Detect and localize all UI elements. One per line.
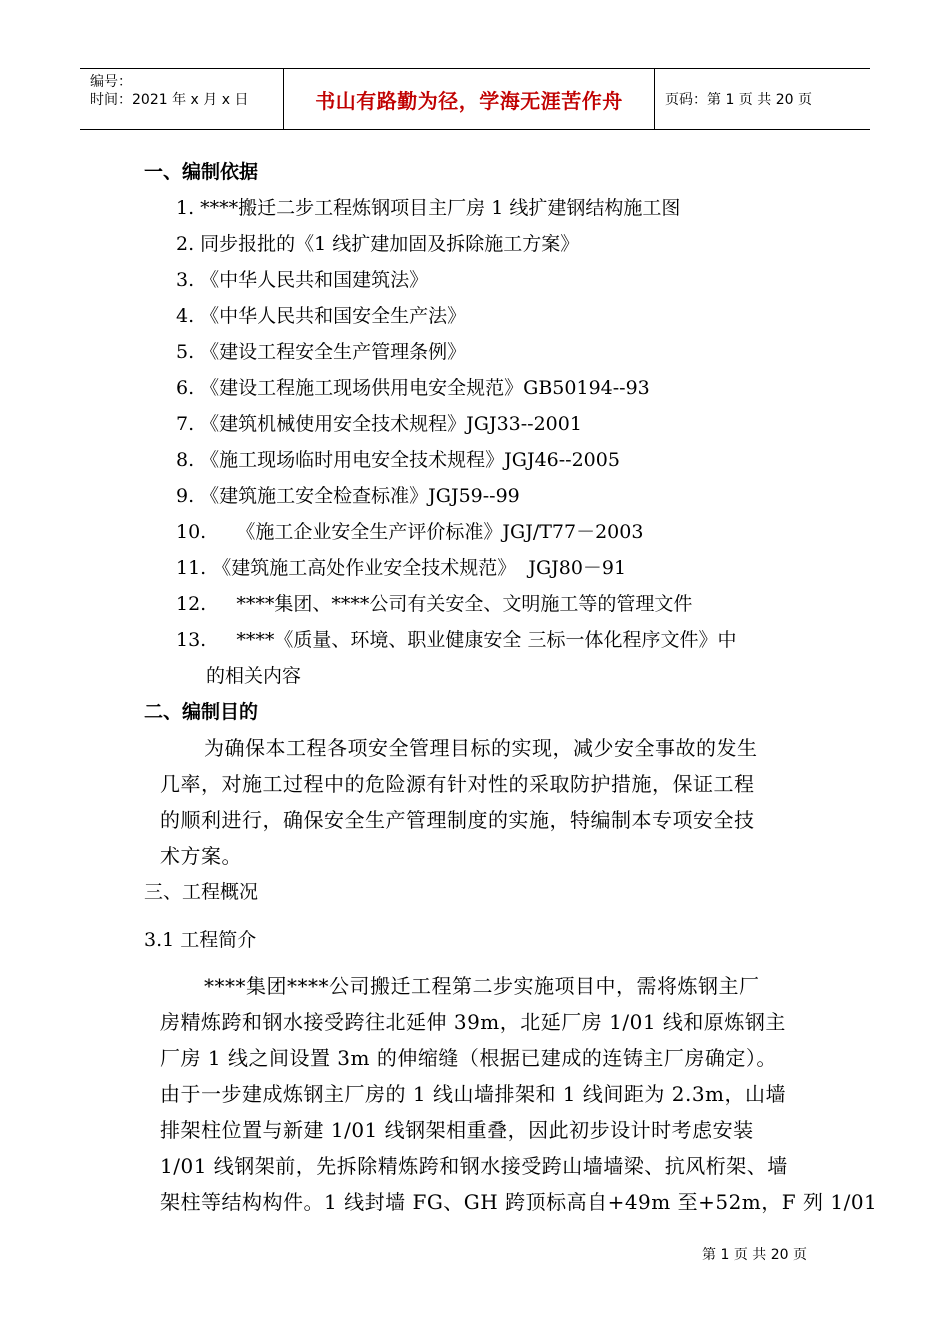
purpose-line: 为确保本工程各项安全管理目标的实现，减少安全事故的发生 [204,736,758,760]
basis-item: 12. ****集团、****公司有关安全、文明施工等的管理文件 [176,593,693,615]
page-header [80,68,870,130]
basis-item: 5. 《建设工程安全生产管理条例》 [176,341,467,363]
basis-item: 10. 《施工企业安全生产评价标准》JGJ/T77－2003 [176,521,644,543]
purpose-line: 几率，对施工过程中的危险源有针对性的采取防护措施，保证工程 [160,772,755,796]
purpose-line: 的顺利进行，确保安全生产管理制度的实施，特编制本专项安全技 [160,808,755,832]
basis-item: 7. 《建筑机械使用安全技术规程》JGJ33--2001 [176,413,582,435]
basis-item: 11. 《建筑施工高处作业安全技术规范》 JGJ80－91 [176,557,627,579]
basis-item: 2. 同步报批的《1 线扩建加固及拆除施工方案》 [176,233,580,255]
overview-line: 房精炼跨和钢水接受跨往北延伸 39m，北延厂房 1/01 线和原炼钢主 [160,1010,786,1034]
page-footer: 第 1 页 共 20 页 [702,1247,807,1263]
time-label: 时间：2021 年 x 月 x 日 [90,92,249,108]
doc-number-label: 编号： [90,74,132,90]
motto-text: 书山有路勤为径，学海无涯苦作舟 [315,88,623,113]
section3-subheading: 3.1 工程简介 [144,929,257,951]
header-motto-cell [283,69,655,129]
section1-heading: 一、编制依据 [144,161,259,183]
page-info: 页码：第 1 页 共 20 页 [665,92,812,108]
purpose-line: 术方案。 [160,844,242,868]
basis-item: 9. 《建筑施工安全检查标准》JGJ59--99 [176,485,520,507]
overview-line: ****集团****公司搬迁工程第二步实施项目中，需将炼钢主厂 [204,974,760,998]
basis-item: 1. ****搬迁二步工程炼钢项目主厂房 1 线扩建钢结构施工图 [176,197,681,219]
basis-item: 3. 《中华人民共和国建筑法》 [176,269,429,291]
overview-line: 排架柱位置与新建 1/01 线钢架相重叠，因此初步设计时考虑安装 [160,1118,754,1142]
basis-item-continuation: 的相关内容 [206,665,302,687]
overview-line: 1/01 线钢架前，先拆除精炼跨和钢水接受跨山墙墙梁、抗风桁架、墙 [160,1154,788,1178]
overview-line: 由于一步建成炼钢主厂房的 1 线山墙排架和 1 线间距为 2.3m，山墙 [160,1082,787,1106]
basis-item: 13. ****《质量、环境、职业健康安全 三标一体化程序文件》中 [176,629,737,651]
section2-heading: 二、编制目的 [144,701,259,723]
header-page-cell [655,69,870,129]
basis-item: 4. 《中华人民共和国安全生产法》 [176,305,467,327]
overview-line: 厂房 1 线之间设置 3m 的伸缩缝（根据已建成的连铸主厂房确定）。 [160,1046,777,1070]
header-left-cell [80,69,283,129]
overview-line: 架柱等结构构件。1 线封墙 FG、GH 跨顶标高自+49m 至+52m，F 列 1/01 [160,1190,878,1214]
basis-item: 6. 《建设工程施工现场供用电安全规范》GB50194--93 [176,377,650,399]
section3-heading: 三、工程概况 [144,881,259,903]
basis-item: 8. 《施工现场临时用电安全技术规程》JGJ46--2005 [176,449,620,471]
